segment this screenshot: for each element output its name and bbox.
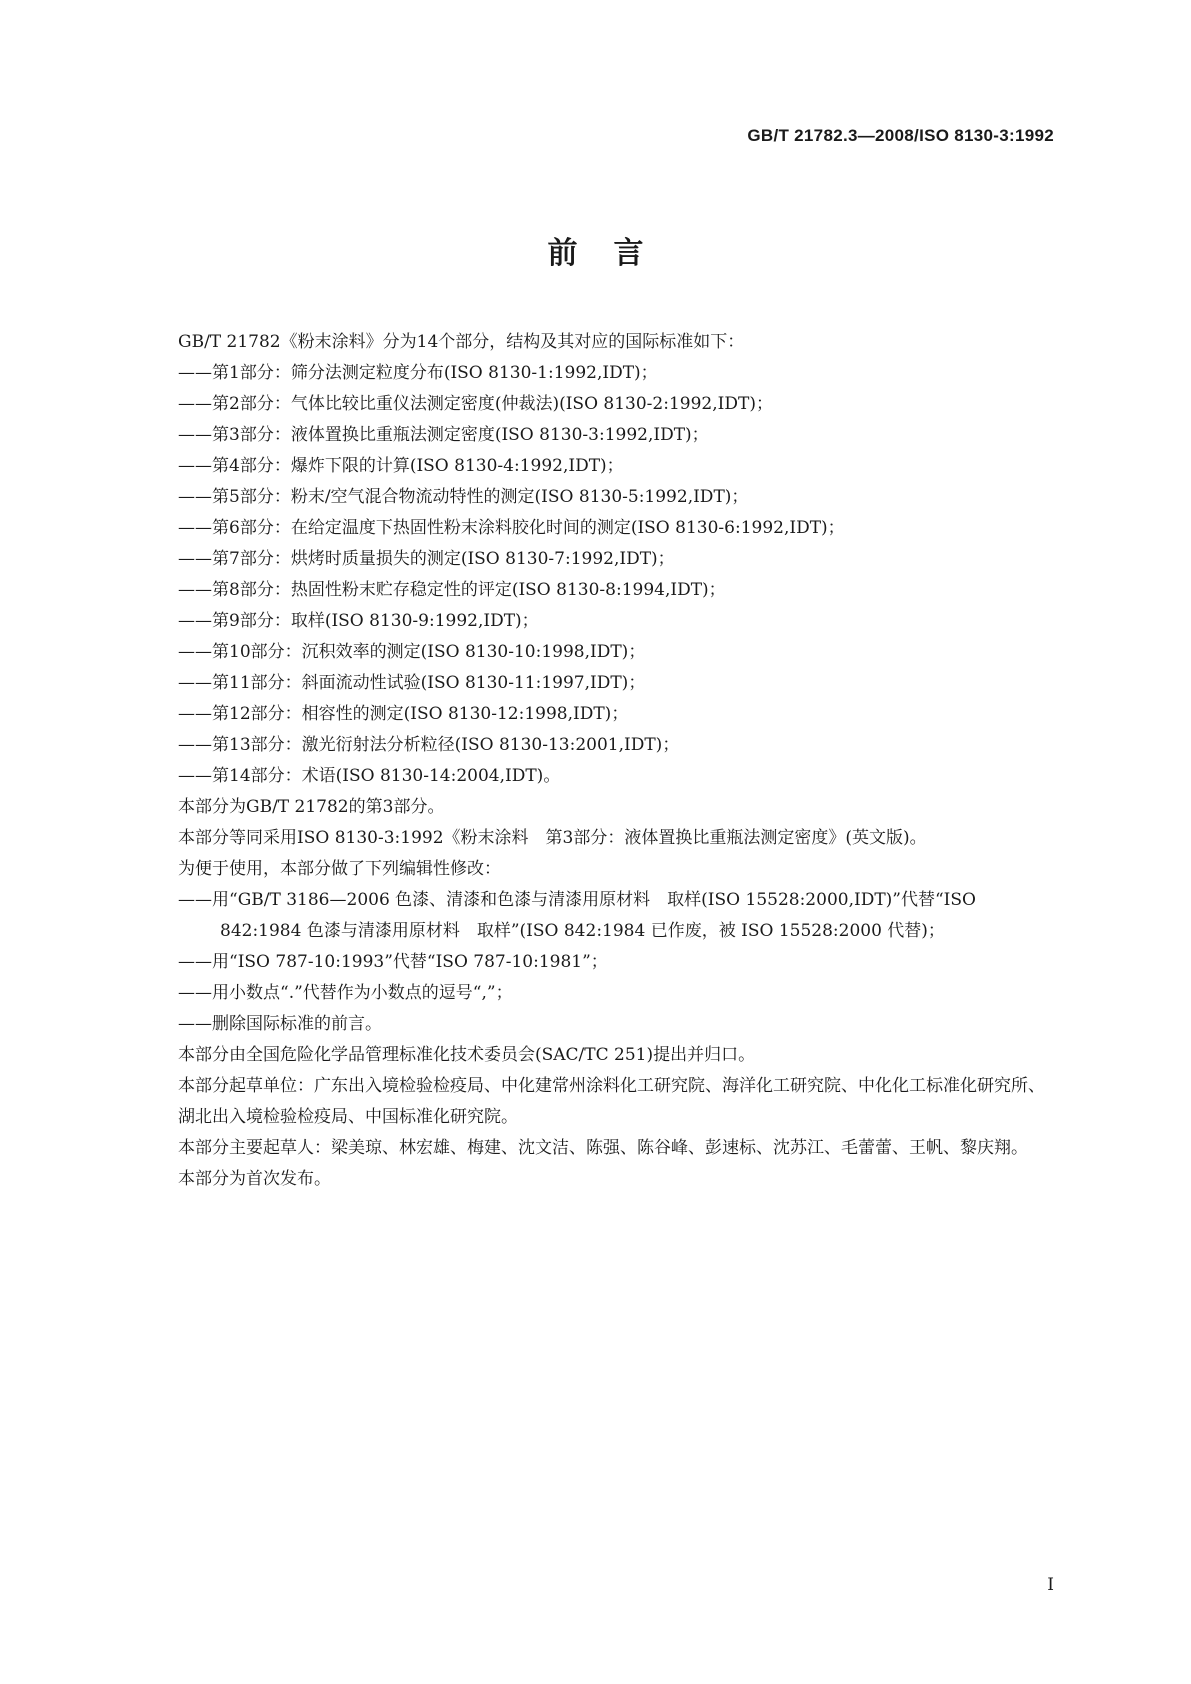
part-list-item: ——第5部分：粉末/空气混合物流动特性的测定(ISO 8130-5:1992,IDT)； (178, 487, 749, 507)
part-list-item: ——第13部分：激光衍射法分析粒径(ISO 8130-13:2001,IDT)； (178, 735, 680, 755)
foreword-body (178, 327, 1056, 1195)
part-list-item: ——第6部分：在给定温度下热固性粉末涂料胶化时间的测定(ISO 8130-6:1992,IDT)； (178, 518, 845, 538)
part-list-item: ——第2部分：气体比较比重仪法测定密度(仲裁法)(ISO 8130-2:1992,IDT)； (178, 394, 773, 414)
part-list-item: ——第3部分：液体置换比重瓶法测定密度(ISO 8130-3:1992,IDT)； (178, 425, 709, 445)
statement-part: 本部分为GB/T 21782的第3部分。 (178, 797, 445, 817)
statement-proposed: 本部分由全国危险化学品管理标准化技术委员会(SAC/TC 251)提出并归口。 (178, 1045, 756, 1065)
part-list-item: ——第7部分：烘烤时质量损失的测定(ISO 8130-7:1992,IDT)； (178, 549, 675, 569)
intro-paragraph: GB/T 21782《粉末涂料》分为14个部分，结构及其对应的国际标准如下： (178, 332, 745, 352)
part-list-item: ——第11部分：斜面流动性试验(ISO 8130-11:1997,IDT)； (178, 673, 646, 693)
edit-list-item: ——用“ISO 787-10:1993”代替“ISO 787-10:1981”； (178, 952, 608, 972)
standard-code: GB/T 21782.3—2008/ISO 8130-3:1992 (747, 126, 1054, 145)
page-title: 前言 (547, 236, 680, 271)
statement-drafting-units: 本部分起草单位：广东出入境检验检疫局、中化建常州涂料化工研究院、海洋化工研究院、中化化工标准化研究所、湖北出入境检验检疫局、中国标准化研究院。 (178, 1076, 1045, 1127)
part-list-item: ——第4部分：爆炸下限的计算(ISO 8130-4:1992,IDT)； (178, 456, 624, 476)
edit-list-item: ——用小数点“.”代替作为小数点的逗号“,”； (178, 983, 513, 1003)
page-number: I (1047, 1575, 1054, 1595)
statement-drafters: 本部分主要起草人：梁美琼、林宏雄、梅建、沈文洁、陈强、陈谷峰、彭速标、沈苏江、毛蕾蕾、王帆、黎庆翔。 (178, 1138, 1028, 1158)
part-list-item: ——第14部分：术语(ISO 8130-14:2004,IDT)。 (178, 766, 561, 786)
statement-edit: 为便于使用，本部分做了下列编辑性修改： (178, 859, 501, 879)
statement-first: 本部分为首次发布。 (178, 1169, 331, 1189)
part-list-item: ——第12部分：相容性的测定(ISO 8130-12:1998,IDT)； (178, 704, 629, 724)
part-list-item: ——第9部分：取样(ISO 8130-9:1992,IDT)； (178, 611, 539, 631)
edit-list-item: ——删除国际标准的前言。 (178, 1014, 382, 1034)
part-list-item: ——第10部分：沉积效率的测定(ISO 8130-10:1998,IDT)； (178, 642, 646, 662)
part-list-item: ——第1部分：筛分法测定粒度分布(ISO 8130-1:1992,IDT)； (178, 363, 658, 383)
statement-adopt: 本部分等同采用ISO 8130-3:1992《粉末涂料 第3部分：液体置换比重瓶法测定密度》(英文版)。 (178, 828, 927, 848)
part-list-item: ——第8部分：热固性粉末贮存稳定性的评定(ISO 8130-8:1994,IDT)； (178, 580, 726, 600)
edit-list-item: ——用“GB/T 3186—2006 色漆、清漆和色漆与清漆用原材料 取样(ISO 15528:2000,IDT)”代替“ISO 842:1984 色漆与清漆用原材料 取样”(ISO 842:1984 已作废，被 ISO 15528:2000 代替)； (178, 890, 976, 941)
